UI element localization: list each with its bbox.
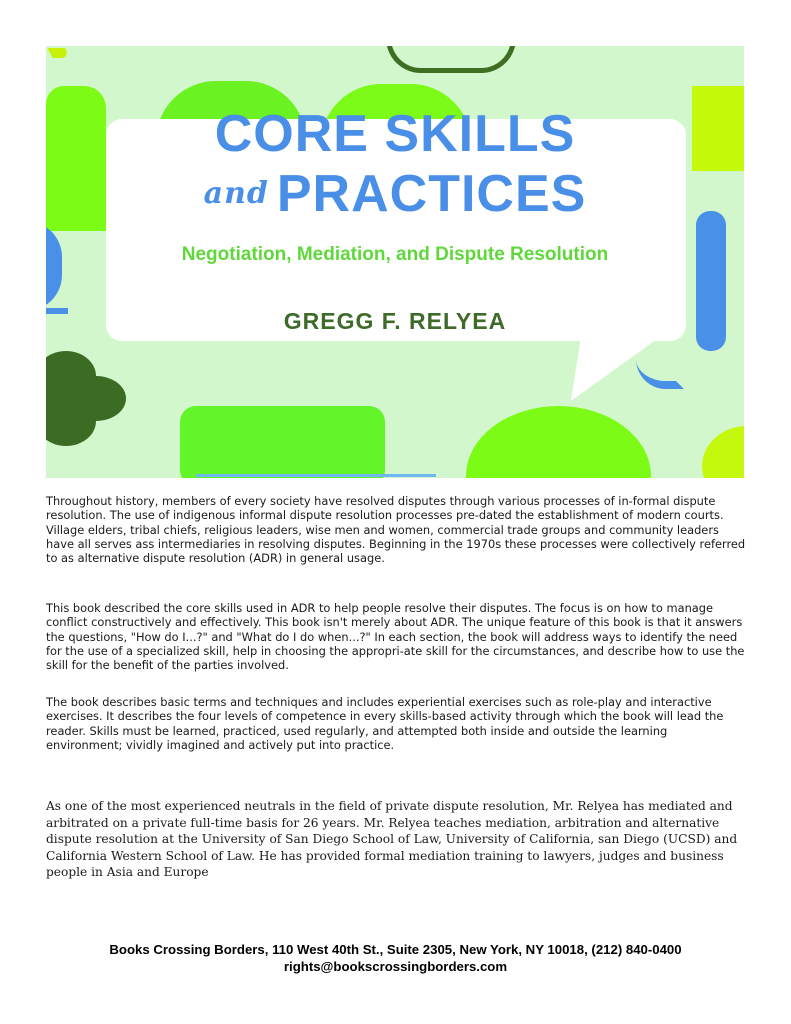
- cover-subtitle: Negotiation, Mediation, and Dispute Resolution: [181, 244, 609, 265]
- dark-green-bubble-outline: [386, 46, 516, 73]
- paragraph-author-bio: As one of the most experienced neutrals in the field of private dispute resolution, Mr. Relyea has mediated and arbitrated on a private full-time basis for 26 years. Mr. Relyea teaches mediation, arbitration and alternative dispute resolution at the University of San Diego School of Law, University of California, san Diego (UCSD) and California Western School of Law. He has provided formal mediation training to lawyers, judges and business people in Asia and Europe: [46, 799, 738, 880]
- dark-green-cloud-bubble: [46, 351, 136, 451]
- cover-title-line1: CORE SKILLS: [214, 105, 576, 163]
- book-cover: [46, 46, 744, 478]
- paragraph-history: Throughout history, members of every society have resolved disputes through various processes of in-formal dispute resolution. The use of indigenous informal dispute resolution processes pre-dated the establishment of modern courts. Village elders, tribal chiefs, religious leaders, wise men and women, commercial trade groups and community leaders have all serves ass intermediaries in resolving disputes. Beginning in the 1970s these processes were collectively referred to as alternative dispute resolution (ADR) in general usage.: [46, 494, 746, 566]
- blue-bubble-edge: [196, 474, 436, 477]
- green-oval-speech-bubble: [466, 406, 651, 478]
- cover-title-and: and: [203, 176, 269, 211]
- footer-address: Books Crossing Borders, 110 West 40th St., Suite 2305, New York, NY 10018, (212) 840-0400: [109, 942, 682, 957]
- footer-contact: [0, 941, 791, 975]
- paragraph-techniques: The book describes basic terms and techniques and includes experiential exercises such as role-play and interactive exercises. It describes the four levels of competence in every skills-based activity through which the book will lead the reader. Skills must be learned, practiced, used regularly, and attempted both inside and outside the learning environment; vividly imagined and actively put into practice.: [46, 695, 724, 752]
- blue-bubble-shape: [46, 221, 62, 311]
- cover-author: GREGG F. RELYEA: [283, 308, 507, 334]
- yellow-bubble-shape: [47, 48, 71, 58]
- paragraph-book-description: This book described the core skills used in ADR to help people resolve their disputes. The focus is on how to manage conflict constructively and effectively. This book isn't merely about ADR. The unique feature of this book is that it answers the questions, "How do I...?" and "What do I do when...?" In each section, the book will address ways to identify the need for the use of a specialized skill, help in choosing the appropri-ate skill for the circumstances, and describe how to use the skill for the benefit of the parties involved.: [46, 601, 745, 673]
- footer-email-link[interactable]: rights@bookscrossingborders.com: [283, 959, 508, 974]
- cover-title-line2: [46, 164, 744, 224]
- title-bubble-tail: [551, 336, 661, 401]
- green-rectangle-speech-bubble: [180, 406, 385, 478]
- yellow-oval-bubble: [702, 426, 744, 478]
- cover-title-practices: PRACTICES: [276, 165, 587, 223]
